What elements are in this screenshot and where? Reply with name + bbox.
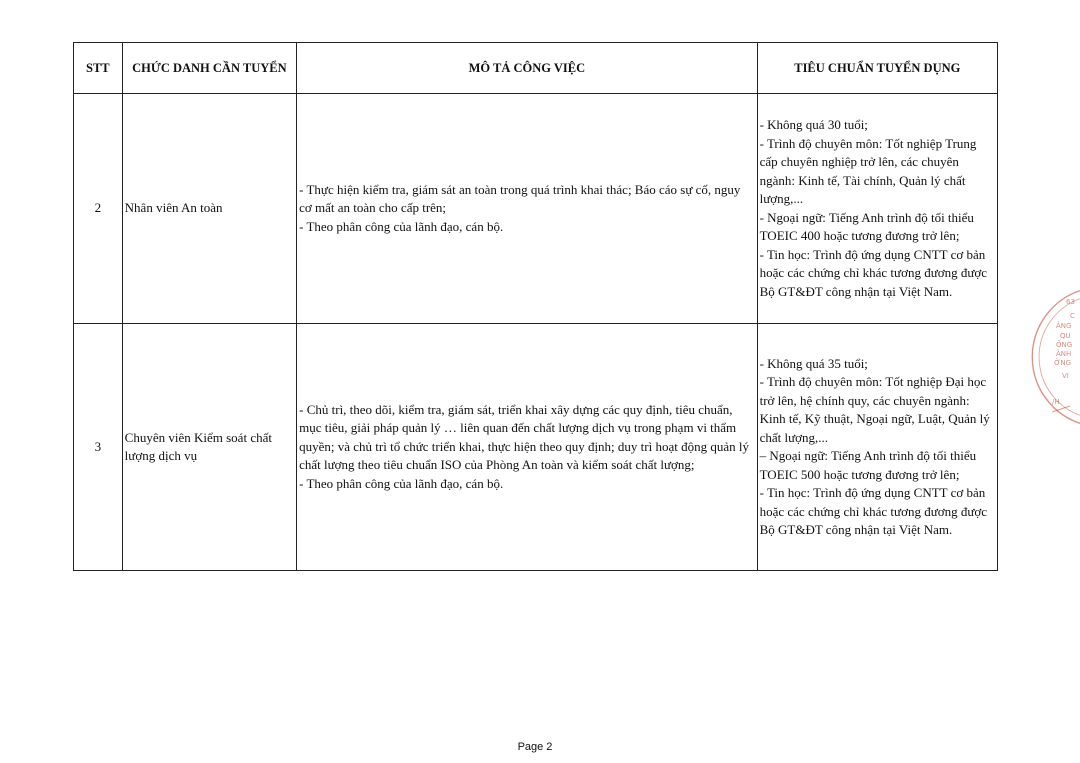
row-requirements xyxy=(757,94,997,324)
svg-text:/H: /H xyxy=(1052,398,1060,406)
row-stt: 2 xyxy=(74,94,123,324)
requirement-line: - Tin học: Trình độ ứng dụng CNTT cơ bản hoặc các chứng chỉ khác tương đương được Bộ GT&ĐT công nhận tại Việt Nam. xyxy=(759,485,988,537)
page-number: Page 2 xyxy=(517,741,553,753)
recruitment-table xyxy=(73,42,998,571)
description-line: - Theo phân công của lãnh đạo, cán bộ. xyxy=(299,218,504,234)
description-line: - Theo phân công của lãnh đạo, cán bộ. xyxy=(299,475,504,491)
row-position-title: Nhân viên An toàn xyxy=(122,94,296,324)
description-line: - Thực hiện kiểm tra, giám sát an toàn trong quá trình khai thác; Báo cáo sự cố, nguy cơ mất an toàn cho cấp trên; xyxy=(299,181,741,216)
row-requirements xyxy=(757,324,997,571)
row-job-description xyxy=(297,94,757,324)
svg-text:C: C xyxy=(1070,312,1075,320)
requirement-line: - Trình độ chuyên môn: Tốt nghiệp Trung cấp chuyên nghiệp trở lên, các chuyên ngành: Kinh tế, Tài chính, Quản lý chất lượng,... xyxy=(759,135,977,206)
table-header-row xyxy=(74,43,998,94)
svg-text:ẢNG: ẢNG xyxy=(1056,322,1072,330)
requirement-line: – Ngoại ngữ: Tiếng Anh trình độ tối thiểu TOEIC 500 hoặc tương đương trở lên; xyxy=(759,448,977,482)
header-job-description: MÔ TẢ CÔNG VIỆC xyxy=(297,43,757,94)
company-stamp-icon xyxy=(1040,282,1080,432)
requirement-line: - Trình độ chuyên môn: Tốt nghiệp Đại học trở lên, hệ chính quy, các chuyên ngành: Kinh tế, Kỹ thuật, Ngoại ngữ, Luật, Quản lý chất lượng,... xyxy=(759,374,990,445)
requirement-line: - Ngoại ngữ: Tiếng Anh trình độ tối thiểu TOEIC 400 hoặc tương đương trở lên; xyxy=(759,209,974,243)
svg-text:ỜNG: ỜNG xyxy=(1054,359,1072,367)
row-position-title: Chuyên viên Kiểm soát chất lượng dịch vụ xyxy=(122,324,296,571)
svg-text:ẢNH: ẢNH xyxy=(1056,350,1072,358)
svg-text:ỐNG: ỐNG xyxy=(1056,341,1073,349)
row-stt: 3 xyxy=(74,324,123,571)
requirement-line: - Tin học: Trình độ ứng dụng CNTT cơ bản hoặc các chứng chỉ khác tương đương được Bộ GT&ĐT công nhận tại Việt Nam. xyxy=(759,246,988,299)
header-position-title: CHỨC DANH CẦN TUYỂN xyxy=(122,43,296,94)
svg-text:QU: QU xyxy=(1060,332,1071,340)
table-row xyxy=(74,94,998,324)
requirement-line: - Không quá 35 tuổi; xyxy=(759,355,868,371)
header-stt: STT xyxy=(74,43,123,94)
row-job-description xyxy=(297,324,757,571)
header-requirements: TIÊU CHUẨN TUYỂN DỤNG xyxy=(757,43,997,94)
table-row xyxy=(74,324,998,571)
svg-text:63: 63 xyxy=(1066,298,1075,306)
description-line: - Chủ trì, theo dõi, kiểm tra, giám sát, triển khai xây dựng các quy định, tiêu chuẩn, mục tiêu, giải pháp quản lý … liên quan đến chất lượng dịch vụ trong phạm vi thẩm quyền; và chủ trì tổ chức triển khai, thực hiện theo quy định; duy trì hoạt động quản lý chất lượng theo tiêu chuẩn ISO của Phòng An toàn và kiểm soát chất lượng; xyxy=(299,401,749,473)
svg-text:VI: VI xyxy=(1062,372,1069,380)
requirement-line: - Không quá 30 tuổi; xyxy=(759,117,868,132)
